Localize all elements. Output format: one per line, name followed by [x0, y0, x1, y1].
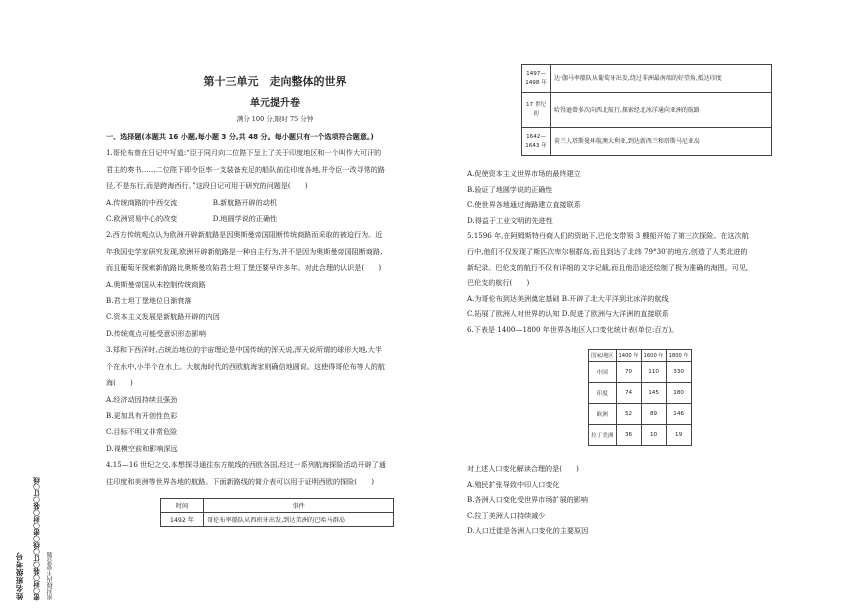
right-column-upper — [467, 166, 797, 338]
seal-notice: 密封线内不要答题 — [47, 552, 54, 600]
pop-cell-v1600: 110 — [641, 362, 666, 383]
pop-cell-v1400: 74 — [616, 383, 641, 404]
text-line: A.经济动因持续且强劲 — [106, 394, 178, 404]
text-line: A.奥斯曼帝国从未控制传统商路 — [106, 279, 206, 289]
text-line: 巴伦支的航行( ) — [467, 278, 530, 288]
text-line: 个在水中,小半个在水上。大航海时代的西欧航海家则确信地圆说。这使得哥伦布等人的航 — [106, 361, 385, 371]
text-line: 一、选择题(本题共 16 小题,每小题 3 分,共 48 分。每小题只有一个选项符合题意。) — [106, 132, 374, 141]
text-line: 6.下表是 1400—1800 年世界各地区人口变化统计表(单位:百万)。 — [467, 324, 679, 334]
pop-cell-v1600: 89 — [641, 404, 666, 425]
table-row — [589, 404, 692, 425]
text-line: C.欧洲贸易中心的改变 D.地圆学说的正确性 — [106, 214, 278, 224]
text-line: C.拉丁美洲人口持续减少 — [467, 510, 546, 520]
text-line: C.资本主义发展是新航路开辟的内因 — [106, 312, 220, 322]
pop-cell-region: 欧洲 — [589, 404, 617, 425]
pop-cell-v1800: 180 — [666, 383, 691, 404]
q4-route-table-continued — [521, 64, 772, 156]
text-line: C.目标不明又非常危险 — [106, 427, 178, 437]
text-line: A.殖民扩张导致中印人口变化 — [467, 479, 560, 489]
exam-meta: 满分 100 分,限时 75 分钟 — [236, 115, 314, 123]
pop-cell-v1800: 146 — [666, 404, 691, 425]
left-column — [106, 129, 452, 490]
text-line: C.拓展了欧洲人对世界的认知 D.促进了欧洲与大洋洲的直接联系 — [467, 309, 669, 319]
text-line: A.促使资本主义世界市场的最终建立 — [467, 169, 581, 178]
q4-cont-event: 荷兰人塔斯曼环航澳大利亚,到达新西兰和塔斯马尼亚岛 — [551, 128, 772, 156]
pop-cell-v1600: 10 — [641, 425, 666, 446]
q4-cont-time: 17 世纪初 — [522, 93, 551, 128]
name-class-id-label: 姓名班级考号 — [15, 552, 24, 600]
population-table — [588, 349, 692, 446]
text-line: 5.1596 年,在阿姆斯特丹商人们的资助下,巴伦支带领 3 艘船开始了第三次探险。在这次航 — [467, 231, 749, 241]
q4-cont-time: 1642—1643 年 — [522, 128, 551, 156]
text-line: B.君士坦丁堡地位日渐衰落 — [106, 296, 192, 306]
pop-header-1800: 1800 年 — [666, 350, 691, 362]
text-line: A.为哥伦布到达美洲奠定基础 B.开辟了北大平洋到北冰洋的航线 — [467, 293, 669, 303]
pop-cell-v1400: 52 — [616, 404, 641, 425]
pop-cell-v1800: 19 — [666, 425, 691, 446]
text-line: D.视模空前和影响深远 — [106, 443, 178, 453]
q4-route-table — [160, 498, 394, 527]
text-line: D.人口迁徙是各洲人口变化的主要原因 — [467, 526, 589, 536]
text-line: 对上述人口变化解读合理的是( ) — [467, 464, 579, 473]
q4-table-event: 哥伦布率船队从西班牙出发,到达美洲的巴哈马群岛 — [204, 513, 394, 527]
right-column-lower — [467, 461, 797, 539]
text-line: A.传统商路的中西交流 B.新航路开辟的动机 — [106, 197, 277, 207]
pop-header-1600: 1600 年 — [641, 350, 666, 362]
pop-cell-v1400: 36 — [616, 425, 641, 446]
pop-header-1400: 1400 年 — [616, 350, 641, 362]
pop-cell-region: 中国 — [589, 362, 617, 383]
text-line: 而且葡萄牙探索新航路比奥斯曼攻陷君士坦丁堡还要早许多年。对此合理的认识是( ) — [106, 263, 382, 273]
table-row — [589, 362, 692, 383]
text-line: 往印度和美洲等世界各地的航路。下面新路线的简介表可以用于证明西欧的探险( ) — [106, 476, 375, 486]
page-subtitle: 单元提升卷 — [250, 98, 300, 109]
q4-table-header-event: 事件 — [204, 499, 394, 513]
pop-cell-v1400: 70 — [616, 362, 641, 383]
text-line: 新纪录。巴伦支的航行不仅有详细的文字记载,而且他沿途还绘制了极为准确的海图。可见, — [467, 262, 749, 272]
text-line: B.各洲人口变化受世界市场扩展的影响 — [467, 495, 588, 505]
pop-header-region: 国家/地区 — [589, 350, 617, 362]
pop-cell-v1800: 330 — [666, 362, 691, 383]
seal-line-text: 密〇封〇装〇订〇线〇密〇封〇装〇订〇线 — [33, 476, 41, 600]
table-row — [589, 425, 692, 446]
pop-cell-region: 拉丁美洲 — [589, 425, 617, 446]
text-line: D.得益于工业文明的先进性 — [467, 215, 553, 225]
binding-margin — [8, 380, 68, 600]
text-line: 年我国史学家研究发现,欧洲开辟新航路是一种自主行为,并不是因为奥斯曼帝国阻断商路, — [106, 246, 383, 256]
pop-cell-region: 印度 — [589, 383, 617, 404]
text-line: 径,不是东行,而是跨海西行。”这段日记可用于研究的问题是( ) — [106, 181, 308, 191]
text-line: 2.西方传统观点认为欧洲开辟新航路是因奥斯曼帝国阻断传统商路而采取的被迫行为。近 — [106, 230, 383, 240]
text-line: 4.15—16 世纪之交,本想探寻通往东方航线的西欧各国,经过一系列航海探险活动开辟了通 — [106, 460, 386, 470]
q4-table-header-time: 时间 — [161, 499, 204, 513]
text-line: 君主的奏书……二位陛下即令臣率一支装备充足的船队前往印度各地,并令臣一改寻常的路 — [106, 164, 385, 174]
text-line: 3.郑和下西洋时,占统治地位的宇宙理论是中国传统的浑天说,浑天说所谓的球形大地,大半 — [106, 345, 382, 355]
text-line: 行中,他们不仅发现了斯匹次卑尔根群岛,而且到达了北纬 79°30′的地方,创造了人类北进的 — [467, 246, 748, 256]
text-line: 海( ) — [106, 378, 133, 388]
text-line: D.传统观点可能受意识形态影响 — [106, 328, 206, 338]
q4-table-time: 1492 年 — [161, 513, 204, 527]
text-line: C.使世界各地通过海路建立直接联系 — [467, 200, 581, 210]
text-line: B.验证了地圆学说的正确性 — [467, 184, 553, 194]
q4-cont-time: 1497—1498 年 — [522, 65, 551, 93]
table-row — [589, 383, 692, 404]
text-line: 1.哥伦布曾在日记中写道:“臣于同月向二位陛下呈上了关于印度地区和一个叫作大可汗的 — [106, 148, 382, 158]
pop-cell-v1600: 145 — [641, 383, 666, 404]
text-line: B.更加具有开创性色彩 — [106, 410, 178, 420]
q4-cont-event: 哈得逊曾多次向西北航行,探索经北冰洋通向亚洲的航路 — [551, 93, 772, 128]
page-title: 第十三单元 走向整体的世界 — [203, 75, 347, 88]
q4-cont-event: 达·伽马率船队从葡萄牙出发,绕过非洲最南端的好望角,抵达印度 — [551, 65, 772, 93]
